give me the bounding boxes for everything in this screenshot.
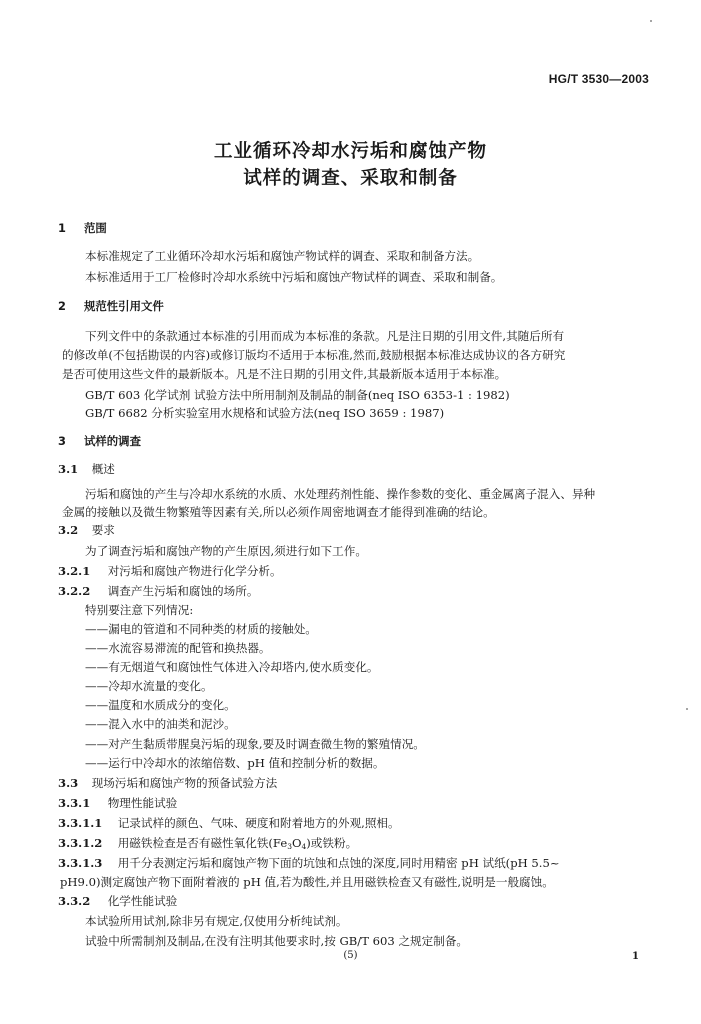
paragraph-line: 金属的接触以及微生物繁殖等因素有关,所以必须作周密地调查才能得到准确的结论。: [62, 505, 495, 519]
clause-3-1-heading: [58, 462, 115, 476]
subscript: 4: [301, 842, 307, 851]
clause-number: 3.1: [58, 462, 79, 476]
clause-number: 3.3.1.2: [58, 836, 103, 850]
clause-number: 3.3.1.1: [58, 816, 103, 830]
clause-title: 物理性能试验: [107, 796, 178, 810]
section-1-heading: [58, 221, 107, 235]
list-item: ——水流容易滞流的配管和换热器。: [85, 641, 271, 655]
clause-3-3-1-1: [58, 816, 400, 830]
section-2-heading: [58, 299, 164, 313]
clause-number: 3.3.1.3: [58, 856, 103, 870]
title-line-1: 工业循环冷却水污垢和腐蚀产物: [213, 141, 487, 162]
clause-title: 现场污垢和腐蚀产物的预备试验方法: [91, 776, 278, 790]
page-label: (5): [343, 950, 358, 961]
standard-number: HG/T 3530—2003: [548, 72, 649, 86]
clause-text: [118, 836, 358, 850]
text-run: )或铁粉。: [306, 836, 358, 850]
normative-reference: GB/T 603 化学试剂 试验方法中所用制剂及制品的制备(neq ISO 6353-1 : 1982): [85, 388, 510, 402]
clause-number: 3.2: [58, 523, 79, 537]
clause-number: 3.3.2: [58, 894, 91, 908]
list-item: ——对产生黏质带腥臭污垢的现象,要及时调查微生物的繁殖情况。: [85, 737, 425, 751]
list-item: ——漏电的管道和不同种类的材质的接触处。: [85, 622, 317, 636]
list-item: ——有无烟道气和腐蚀性气体进入冷却塔内,使水质变化。: [85, 660, 379, 674]
section-title: 范围: [84, 221, 107, 235]
scan-speck: [650, 20, 652, 22]
section-number: 3: [58, 434, 66, 448]
paragraph-line: 试验中所需制剂及制品,在没有注明其他要求时,按 GB/T 603 之规定制备。: [85, 934, 469, 948]
clause-3-3-heading: [58, 776, 277, 790]
clause-title: 要求: [91, 523, 115, 537]
clause-number: 3.3: [58, 776, 79, 790]
clause-number: 3.3.1: [58, 796, 91, 810]
clause-3-3-1-3: [58, 856, 560, 870]
list-item: ——冷却水流量的变化。: [85, 679, 213, 693]
subscript: 3: [287, 842, 292, 851]
clause-3-2-2: [58, 584, 258, 598]
list-item: ——温度和水质成分的变化。: [85, 698, 236, 712]
paragraph-line: 是否可使用这些文件的最新版本。凡是不注日期的引用文件,其最新版本适用于本标准。: [62, 367, 507, 381]
clause-text: 记录试样的颜色、气味、硬度和附着地方的外观,照相。: [117, 816, 400, 830]
scan-speck: [686, 708, 688, 710]
clause-text: 用千分表测定污垢和腐蚀产物下面的坑蚀和点蚀的深度,同时用精密 pH 试纸(pH 5.5~: [117, 856, 560, 870]
paragraph-line: 下列文件中的条款通过本标准的引用而成为本标准的条款。凡是注日期的引用文件,其随后所有: [85, 329, 565, 343]
clause-3-3-2-heading: [58, 894, 177, 908]
section-title: 试样的调查: [84, 434, 141, 448]
paragraph-line: 本标准规定了工业循环冷却水污垢和腐蚀产物试样的调查、采取和制备方法。: [85, 249, 480, 263]
text-run: 用磁铁检查是否有磁性氧化铁(Fe: [117, 836, 288, 850]
clause-3-3-1-heading: [58, 796, 177, 810]
clause-text: 调查产生污垢和腐蚀的场所。: [107, 584, 259, 598]
paragraph-line: 本试验所用试剂,除非另有规定,仅使用分析纯试剂。: [85, 914, 348, 928]
clause-text: 对污垢和腐蚀产物进行化学分析。: [107, 564, 282, 578]
paragraph-line: 为了调查污垢和腐蚀产物的产生原因,须进行如下工作。: [85, 544, 367, 558]
clause-number: 3.2.2: [58, 584, 91, 598]
clause-title: 化学性能试验: [107, 894, 178, 908]
normative-reference: GB/T 6682 分析实验室用水规格和试验方法(neq ISO 3659 : 1987): [85, 406, 445, 420]
paragraph-line: pH9.0)测定腐蚀产物下面附着液的 pH 值,若为酸性,并且用磁铁检查又有磁性,说明是一般腐蚀。: [60, 875, 554, 889]
section-number: 1: [58, 221, 66, 235]
paragraph-line: 特别要注意下列情况:: [85, 603, 194, 617]
list-item: ——混入水中的油类和泥沙。: [85, 717, 236, 731]
title-line-2: 试样的调查、采取和制备: [243, 168, 458, 189]
clause-3-2-1: [58, 564, 282, 578]
page-number: 1: [632, 951, 639, 962]
paragraph-line: 本标准适用于工厂检修时冷却水系统中污垢和腐蚀产物试样的调查、采取和制备。: [85, 270, 503, 284]
section-title: 规范性引用文件: [84, 299, 164, 313]
text-run: O: [291, 836, 302, 850]
paragraph-line: 污垢和腐蚀的产生与冷却水系统的水质、水处理药剂性能、操作参数的变化、重金属离子混入、异种: [85, 487, 596, 501]
section-number: 2: [58, 299, 66, 313]
list-item: ——运行中冷却水的浓缩倍数、pH 值和控制分析的数据。: [85, 756, 385, 770]
clause-3-3-1-2: [58, 836, 357, 854]
clause-title: 概述: [91, 462, 115, 476]
clause-3-2-heading: [58, 523, 115, 537]
paragraph-line: 的修改单(不包括勘误的内容)或修订版均不适用于本标准,然而,鼓励根据本标准达成协议的各方研究: [62, 348, 566, 362]
clause-number: 3.2.1: [58, 564, 91, 578]
section-3-heading: [58, 434, 141, 448]
